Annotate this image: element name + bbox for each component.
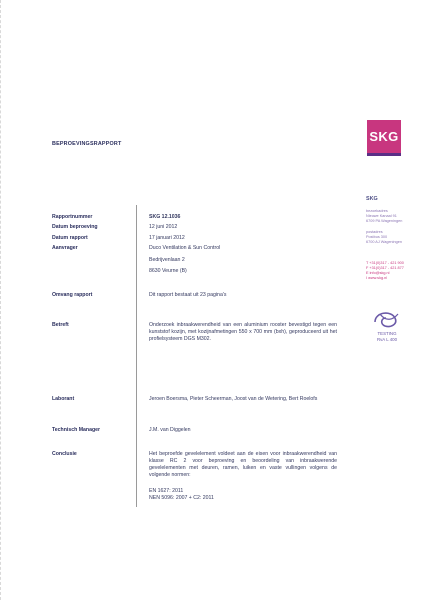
report-title: BEPROEVINGSRAPPORT [52, 141, 122, 147]
value-technisch-manager: J.M. van Diggelen [149, 427, 191, 433]
sidebar-heading: SKG [366, 196, 378, 202]
value-datum-beproeving: 12 juni 2012 [149, 224, 178, 230]
norm-en-1627: EN 1627: 2011 [149, 488, 184, 494]
value-conclusie: Het beproefde gevelelement voldeet aan de eisen voor inbraakwerendheid van klasse RC 2 voor beproeving en beoordeling van inbraakwerende gevelelementen met deuren, ramen, luiken en vaste vullingen volgens de volgende normen: [149, 451, 337, 478]
column-divider [136, 205, 137, 507]
label-technisch-manager: Technisch Manager [52, 427, 101, 433]
skg-logo-strip [367, 153, 401, 156]
sidebar-fax: F +31(0)317 - 421 877 [366, 266, 404, 270]
skg-logo [367, 120, 401, 153]
label-datum-rapport: Datum rapport [52, 235, 88, 241]
sidebar-web: I www.skg.nl [366, 276, 388, 280]
sidebar-phone: T +31(0)317 - 421 900 [366, 261, 404, 265]
rva-testing-seal-icon [371, 310, 403, 344]
address-city: 8630 Veurne (B) [149, 268, 187, 274]
sidebar-visit-street: Nieuwe Kanaal 91 [366, 214, 397, 218]
value-aanvrager: Duco Ventilation & Sun Control [149, 245, 221, 251]
value-omvang: Dit rapport bestaat uit 23 pagina's [149, 292, 227, 298]
sidebar-visit-city: 6709 PA Wageningen [366, 219, 403, 223]
address-street: Bedrijvenlaan 2 [149, 257, 185, 263]
label-datum-beproeving: Datum beproeving [52, 224, 98, 230]
label-rapportnummer: Rapportnummer [52, 214, 93, 220]
value-laborant: Jeroen Boersma, Pieter Scheerman, Joost van de Wetering, Bert Roelofs [149, 396, 318, 402]
label-aanvrager: Aanvrager [52, 245, 78, 251]
norm-nen-5096: NEN 5096: 2007 + C2: 2011 [149, 495, 214, 501]
value-betreft: Onderzoek inbraakwerendheid van een aluminium rooster bevestigd tegen een kunststof kozijn, met kozijnafmetingen 550 x 700 mm (bxh), geproduceerd uit het profielsysteem DGS M302. [149, 322, 337, 342]
value-rapportnummer: SKG 12.1036 [149, 214, 181, 220]
value-datum-rapport: 17 januari 2012 [149, 235, 185, 241]
sidebar-post-box: Postbus 300 [366, 235, 388, 239]
sidebar-visit-label: bezoekadres [366, 209, 388, 213]
seal-line-testing: TESTING [377, 331, 397, 336]
label-betreft: Betreft [52, 322, 69, 328]
scan-edge [0, 0, 7, 600]
seal-line-rva: RvA L 400 [376, 337, 398, 342]
label-conclusie: Conclusie [52, 451, 77, 457]
skg-logo-text: SKG [369, 129, 399, 144]
label-laborant: Laborant [52, 396, 75, 402]
label-omvang: Omvang rapport [52, 292, 93, 298]
sidebar-post-city: 6700 AJ Wageningen [366, 240, 402, 244]
sidebar-post-label: postadres [366, 230, 383, 234]
sidebar-email: E info@skg.nl [366, 271, 390, 275]
